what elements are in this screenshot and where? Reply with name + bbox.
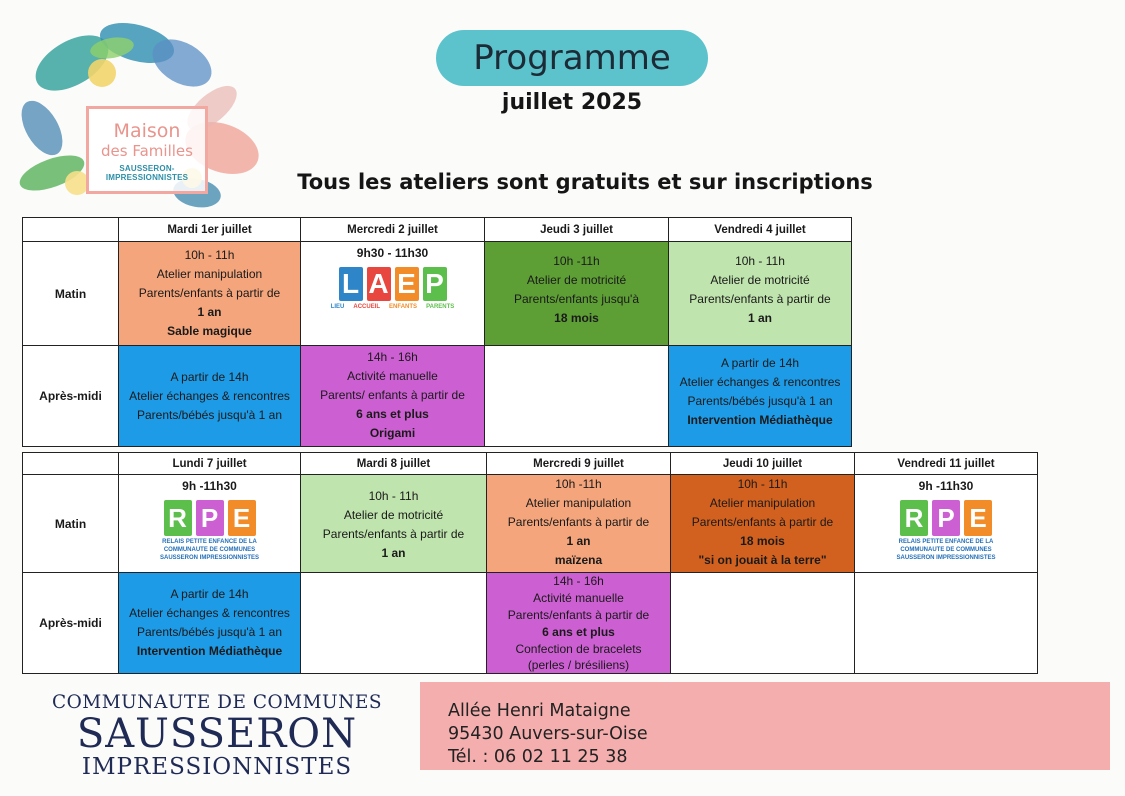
laep-word: PARENTS bbox=[426, 304, 455, 310]
slot-text: 9h30 - 11h30 bbox=[356, 246, 429, 260]
slot-text: Parents/enfants jusqu'à bbox=[513, 292, 640, 306]
corner-cell bbox=[23, 218, 119, 242]
slot-vendredi-4-matin bbox=[669, 242, 851, 346]
rpe-caption: RELAIS PETITE ENFANCE DE LA COMMUNAUTE DE COMMUNES SAUSSERON IMPRESSIONNISTES bbox=[896, 539, 996, 561]
slot-text: Parents/enfants à partir de bbox=[322, 527, 465, 541]
slot-text: 18 mois bbox=[740, 534, 785, 548]
address-street: Allée Henri Mataigne bbox=[448, 701, 631, 721]
slot-text: A partir de 14h bbox=[170, 370, 249, 384]
slot-text: A partir de 14h bbox=[170, 587, 249, 601]
day-header: Vendredi 4 juillet bbox=[669, 218, 851, 242]
rpe-letter: P bbox=[196, 500, 224, 536]
row-label-apres-midi: Après-midi bbox=[23, 573, 119, 673]
rpe-letter: P bbox=[932, 500, 960, 536]
slot-vendredi-4-apres-midi bbox=[669, 346, 851, 446]
organisation-name bbox=[22, 692, 412, 779]
laep-letter: L bbox=[339, 267, 363, 301]
laep-words bbox=[301, 303, 484, 311]
org-line-3: IMPRESSIONNISTES bbox=[81, 754, 353, 780]
slot-text: 10h -11h bbox=[553, 254, 600, 268]
slot-text: 10h - 11h bbox=[735, 254, 785, 268]
slot-text: "si on jouait à la terre" bbox=[698, 553, 827, 567]
slot-vendredi-11-matin bbox=[855, 475, 1037, 573]
slot-text: Sable magique bbox=[167, 324, 252, 338]
rpe-letter: E bbox=[228, 500, 256, 536]
logo-line-sausseron: SAUSSERON-IMPRESSIONNISTES bbox=[105, 164, 189, 182]
address-box bbox=[420, 682, 1110, 770]
slot-text: Atelier manipulation bbox=[709, 496, 816, 510]
slot-text: Atelier manipulation bbox=[156, 267, 263, 281]
rpe-letter: R bbox=[900, 500, 928, 536]
slot-text: Parents/ enfants à partir de bbox=[320, 388, 465, 402]
slot-text: Atelier de motricité bbox=[343, 508, 444, 522]
row-label-apres-midi: Après-midi bbox=[23, 346, 119, 446]
rpe-letter: R bbox=[164, 500, 192, 536]
slot-text: Activité manuelle bbox=[533, 591, 624, 605]
day-header: Mercredi 9 juillet bbox=[487, 453, 671, 475]
logo-line-familles: des Familles bbox=[101, 142, 193, 160]
slot-text: Intervention Médiathèque bbox=[136, 644, 283, 658]
slot-mercredi-9-matin bbox=[487, 475, 671, 573]
slot-mardi-8-apres-midi bbox=[301, 573, 487, 673]
slot-jeudi-10-matin bbox=[671, 475, 855, 573]
slot-mardi-1-apres-midi bbox=[119, 346, 301, 446]
address-phone: Tél. : 06 02 11 25 38 bbox=[448, 747, 628, 767]
slot-mercredi-2-apres-midi bbox=[301, 346, 485, 446]
rpe-letter: E bbox=[964, 500, 992, 536]
slot-text: Parents/enfants à partir de bbox=[691, 515, 834, 529]
logo-line-maison: Maison bbox=[113, 120, 181, 142]
slot-text: Atelier de motricité bbox=[710, 273, 810, 287]
maison-des-familles-logo bbox=[12, 18, 262, 213]
day-header: Mercredi 2 juillet bbox=[301, 218, 485, 242]
laep-letter: A bbox=[368, 268, 389, 299]
slot-text: 1 an bbox=[566, 534, 591, 548]
slot-text: 14h - 16h bbox=[367, 350, 418, 364]
slot-text: Parents/bébés jusqu'à 1 an bbox=[136, 625, 283, 639]
laep-letter: P bbox=[423, 267, 447, 301]
slot-text: Parents/enfants à partir de bbox=[689, 292, 831, 306]
week2-schedule bbox=[22, 452, 1038, 674]
slot-text: 6 ans et plus bbox=[356, 407, 429, 421]
slot-text: 1 an bbox=[197, 305, 222, 319]
slot-text: 6 ans et plus bbox=[542, 625, 615, 639]
slot-text: A partir de 14h bbox=[720, 356, 800, 370]
slot-text: 1 an bbox=[747, 311, 772, 325]
slot-text: 10h - 11h bbox=[184, 248, 235, 262]
row-label-matin: Matin bbox=[23, 475, 119, 573]
slot-text: 14h - 16h bbox=[553, 574, 604, 588]
row-label-matin: Matin bbox=[23, 242, 119, 346]
slot-text: 10h -11h bbox=[555, 477, 602, 491]
laep-word: ENFANTS bbox=[389, 304, 418, 310]
rpe-caption: RELAIS PETITE ENFANCE DE LA COMMUNAUTE DE COMMUNES SAUSSERON IMPRESSIONNISTES bbox=[159, 539, 260, 561]
slot-jeudi-10-apres-midi bbox=[671, 573, 855, 673]
slot-mardi-1-matin bbox=[119, 242, 301, 346]
slot-text: 9h -11h30 bbox=[182, 479, 237, 493]
week1-schedule bbox=[22, 217, 852, 447]
slot-text: Atelier échanges & rencontres bbox=[129, 389, 290, 403]
slot-text: Atelier échanges & rencontres bbox=[129, 606, 290, 620]
rpe-logo bbox=[900, 500, 992, 536]
day-header: Vendredi 11 juillet bbox=[855, 453, 1037, 475]
page-title: Programme bbox=[436, 30, 708, 86]
slot-text: Intervention Médiathèque bbox=[687, 413, 833, 427]
headline: Tous les ateliers sont gratuits et sur inscriptions bbox=[297, 170, 873, 194]
slot-text: Atelier de motricité bbox=[526, 273, 627, 287]
address-city: 95430 Auvers-sur-Oise bbox=[448, 724, 648, 744]
slot-text: Parents/enfants à partir de bbox=[138, 286, 281, 300]
slot-mardi-8-matin bbox=[301, 475, 487, 573]
slot-text: Parents/bébés jusqu'à 1 an bbox=[687, 394, 833, 408]
slot-text: 10h - 11h bbox=[368, 489, 419, 503]
slot-text: Atelier échanges & rencontres bbox=[679, 375, 841, 389]
laep-letter: E bbox=[395, 267, 419, 301]
day-header: Mardi 1er juillet bbox=[119, 218, 301, 242]
day-header: Jeudi 3 juillet bbox=[485, 218, 669, 242]
slot-text: Origami bbox=[369, 426, 416, 440]
slot-text: 1 an bbox=[381, 546, 406, 560]
logo-text-box bbox=[86, 106, 208, 194]
rpe-logo bbox=[164, 500, 256, 536]
slot-jeudi-3-apres-midi bbox=[485, 346, 669, 446]
slot-mercredi-9-apres-midi bbox=[487, 573, 671, 673]
org-line-1: COMMUNAUTE DE COMMUNES bbox=[51, 692, 383, 713]
laep-logo bbox=[339, 267, 447, 301]
slot-text: 9h -11h30 bbox=[918, 479, 974, 493]
day-header: Lundi 7 juillet bbox=[119, 453, 301, 475]
slot-text: Confection de bracelets bbox=[515, 642, 642, 656]
laep-word: ACCUEIL bbox=[353, 304, 381, 310]
slot-text: maïzena bbox=[554, 553, 603, 567]
slot-text: Parents/bébés jusqu'à 1 an bbox=[136, 408, 283, 422]
day-header: Mardi 8 juillet bbox=[301, 453, 487, 475]
org-line-2: SAUSSERON bbox=[76, 711, 358, 757]
slot-text: Atelier manipulation bbox=[525, 496, 632, 510]
page-subtitle: juillet 2025 bbox=[501, 90, 643, 115]
slot-lundi-7-apres-midi bbox=[119, 573, 301, 673]
slot-text: (perles / brésiliens) bbox=[527, 658, 630, 672]
corner-cell bbox=[23, 453, 119, 475]
day-header: Jeudi 10 juillet bbox=[671, 453, 855, 475]
slot-jeudi-3-matin bbox=[485, 242, 669, 346]
slot-text: Parents/enfants à partir de bbox=[507, 515, 650, 529]
slot-text: 18 mois bbox=[554, 311, 599, 325]
slot-text: 10h - 11h bbox=[737, 477, 788, 491]
slot-lundi-7-matin bbox=[119, 475, 301, 573]
slot-mercredi-2-matin bbox=[301, 242, 485, 346]
slot-text: Parents/enfants à partir de bbox=[507, 608, 650, 622]
slot-vendredi-11-apres-midi bbox=[855, 573, 1037, 673]
slot-text: Activité manuelle bbox=[347, 369, 438, 383]
laep-word: LIEU bbox=[330, 304, 345, 310]
